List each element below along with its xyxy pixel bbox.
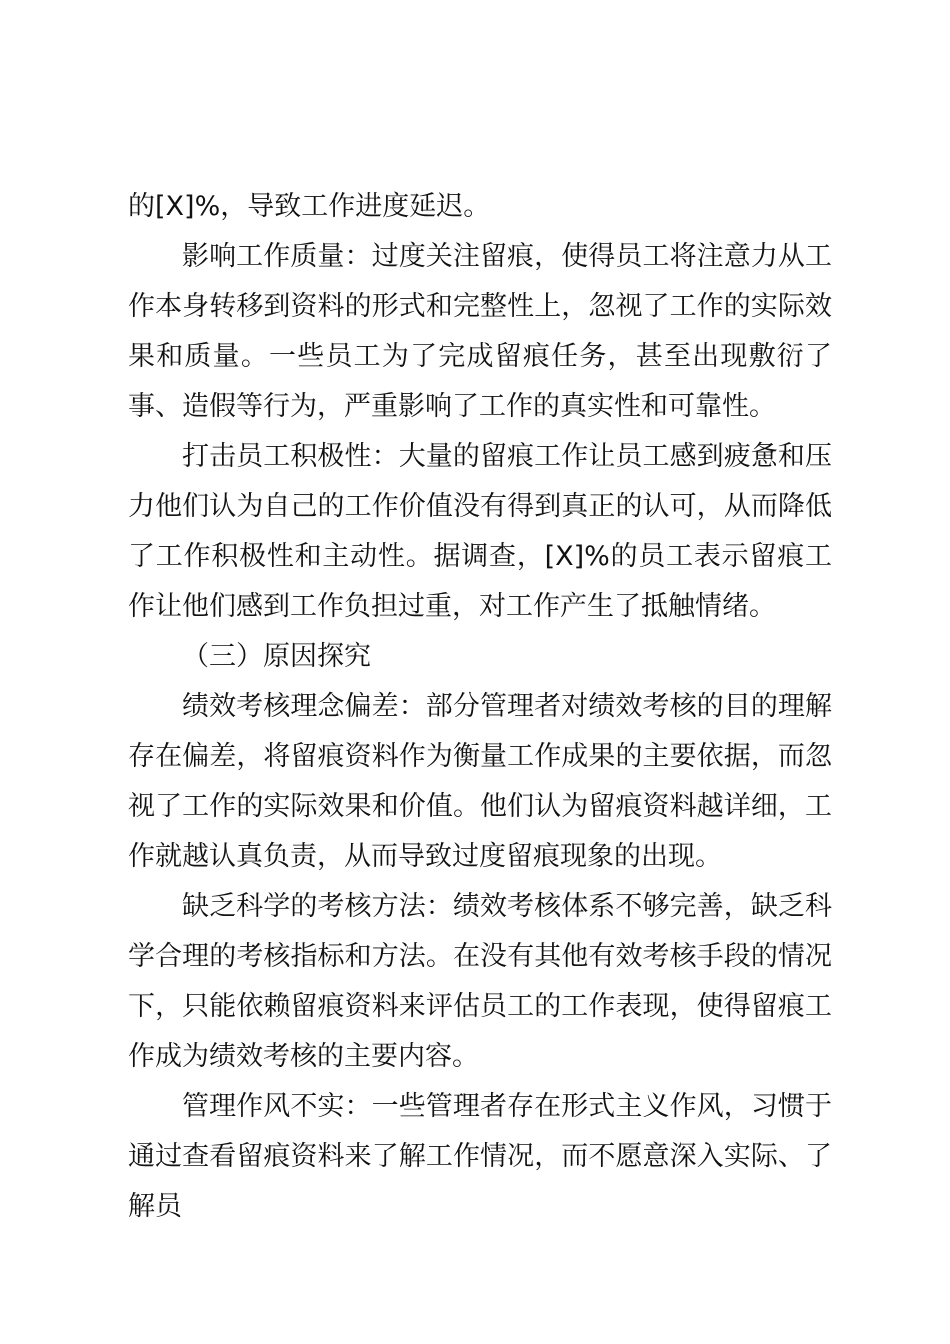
document-body xyxy=(128,182,832,1232)
paragraph-work-quality: 影响工作质量：过度关注留痕，使得员工将注意力从工作本身转移到资料的形式和完整性上，忽视了工作的实际效果和质量。一些员工为了完成留痕任务，甚至出现敷衍了事、造假等行为，严重影响了工作的真实性和可靠性。 xyxy=(128,241,832,422)
paragraph-assessment-concept: 绩效考核理念偏差：部分管理者对绩效考核的目的理解存在偏差，将留痕资料作为衡量工作成果的主要依据，而忽视了工作的实际效果和价值。他们认为留痕资料越详细，工作就越认真负责，从而导致过度留痕现象的出现。 xyxy=(128,691,832,872)
paragraph-assessment-method: 缺乏科学的考核方法：绩效考核体系不够完善，缺乏科学合理的考核指标和方法。在没有其他有效考核手段的情况下，只能依赖留痕资料来评估员工的工作表现，使得留痕工作成为绩效考核的主要内容。 xyxy=(128,891,832,1072)
section-heading-causes: （三）原因探究 xyxy=(182,641,371,672)
paragraph-employee-motivation: 打击员工积极性：大量的留痕工作让员工感到疲惫和压力他们认为自己的工作价值没有得到真正的认可，从而降低了工作积极性和主动性。据调查，[X]%的员工表示留痕工作让他们感到工作负担过重，对工作产生了抵触情绪。 xyxy=(128,441,832,622)
paragraph-continuation: 的[X]%，导致工作进度延迟。 xyxy=(128,191,491,222)
paragraph-management-style: 管理作风不实：一些管理者存在形式主义作风，习惯于通过查看留痕资料来了解工作情况，而不愿意深入实际、了解员 xyxy=(128,1091,832,1222)
